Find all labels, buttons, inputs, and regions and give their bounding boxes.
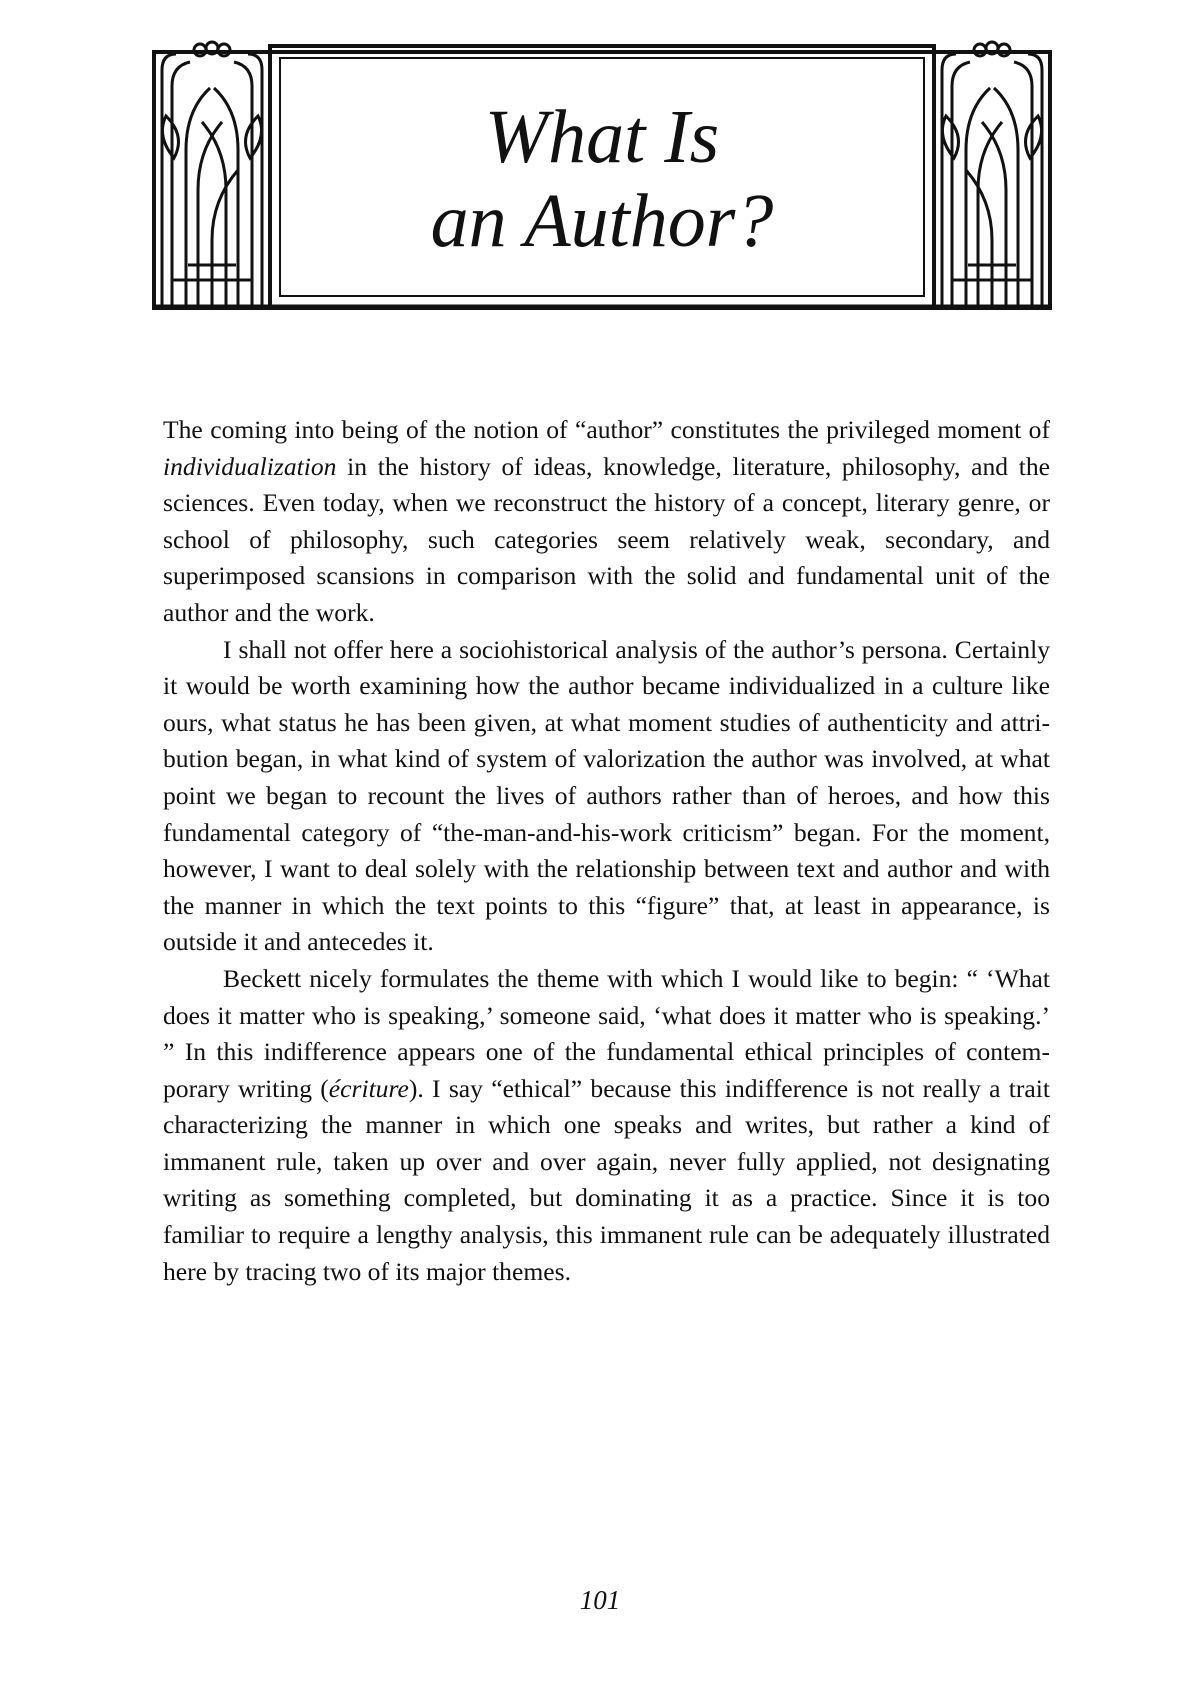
paragraph-1-text-a: The coming into being of the notion of “author” constitutes the privileged moment of: [163, 415, 1050, 444]
chapter-title-line-2: an Author?: [430, 179, 774, 263]
body-text: [163, 412, 1050, 1290]
paragraph-1-emphasis: individualization: [163, 451, 337, 481]
paragraph-3-text-b: ). I say “ethical” because this indifference is not really a trait characterizing the manner in which one speaks and writes, but rather a kind of immanent rule, taken up over and over again, never fully applied, not designating writing as something completed, but dominating it as a practice. Since it is too familiar to require a lengthy analysis, this immanent rule can be adequately illustrated here by tracing two of its major themes.: [163, 1073, 1050, 1286]
page-number: 101: [579, 1585, 621, 1615]
paragraph-1-text-b: in the history of ideas, knowledge, literature, philosophy, and the sciences. Even today, when we reconstruct the history of a concept, literary genre, or school of philosophy, such categories seem relatively weak, secondary, and superimposed scansions in comparison with the solid and fundamental unit of the author and the work.: [163, 451, 1050, 627]
paragraph-1: [163, 412, 1050, 632]
paragraph-3-text-a: Beckett nicely formulates the theme with which I would like to begin: “ ‘What does it matter who is speaking,’ someone said, ‘what does it matter who is speaking.’ ” In this indifference appears one of the fundamental ethical principles of contemporary writing (: [163, 963, 1050, 1103]
paragraph-3-emphasis: écriture: [328, 1073, 409, 1103]
paragraph-2: I shall not offer here a sociohistorical analysis of the author’s persona. Certainly it would be worth examining how the author became individualized in a culture like ours, what status he has been given, at what moment studies of authenticity and attribution began, in what kind of system of valorization the author was involved, at what point we began to recount the lives of authors rather than of heroes, and how this fundamental category of “the-man-and-his-work criticism” began. For the moment, however, I want to deal solely with the relationship between text and author and with the manner in which the text points to this “figure” that, at least in appearance, is outside it and antecedes it.: [163, 634, 1050, 957]
chapter-title-line-1: What Is: [484, 95, 720, 179]
chapter-title: [282, 64, 922, 294]
decorative-title-frame: [152, 40, 1052, 322]
paragraph-3: [163, 961, 1050, 1290]
